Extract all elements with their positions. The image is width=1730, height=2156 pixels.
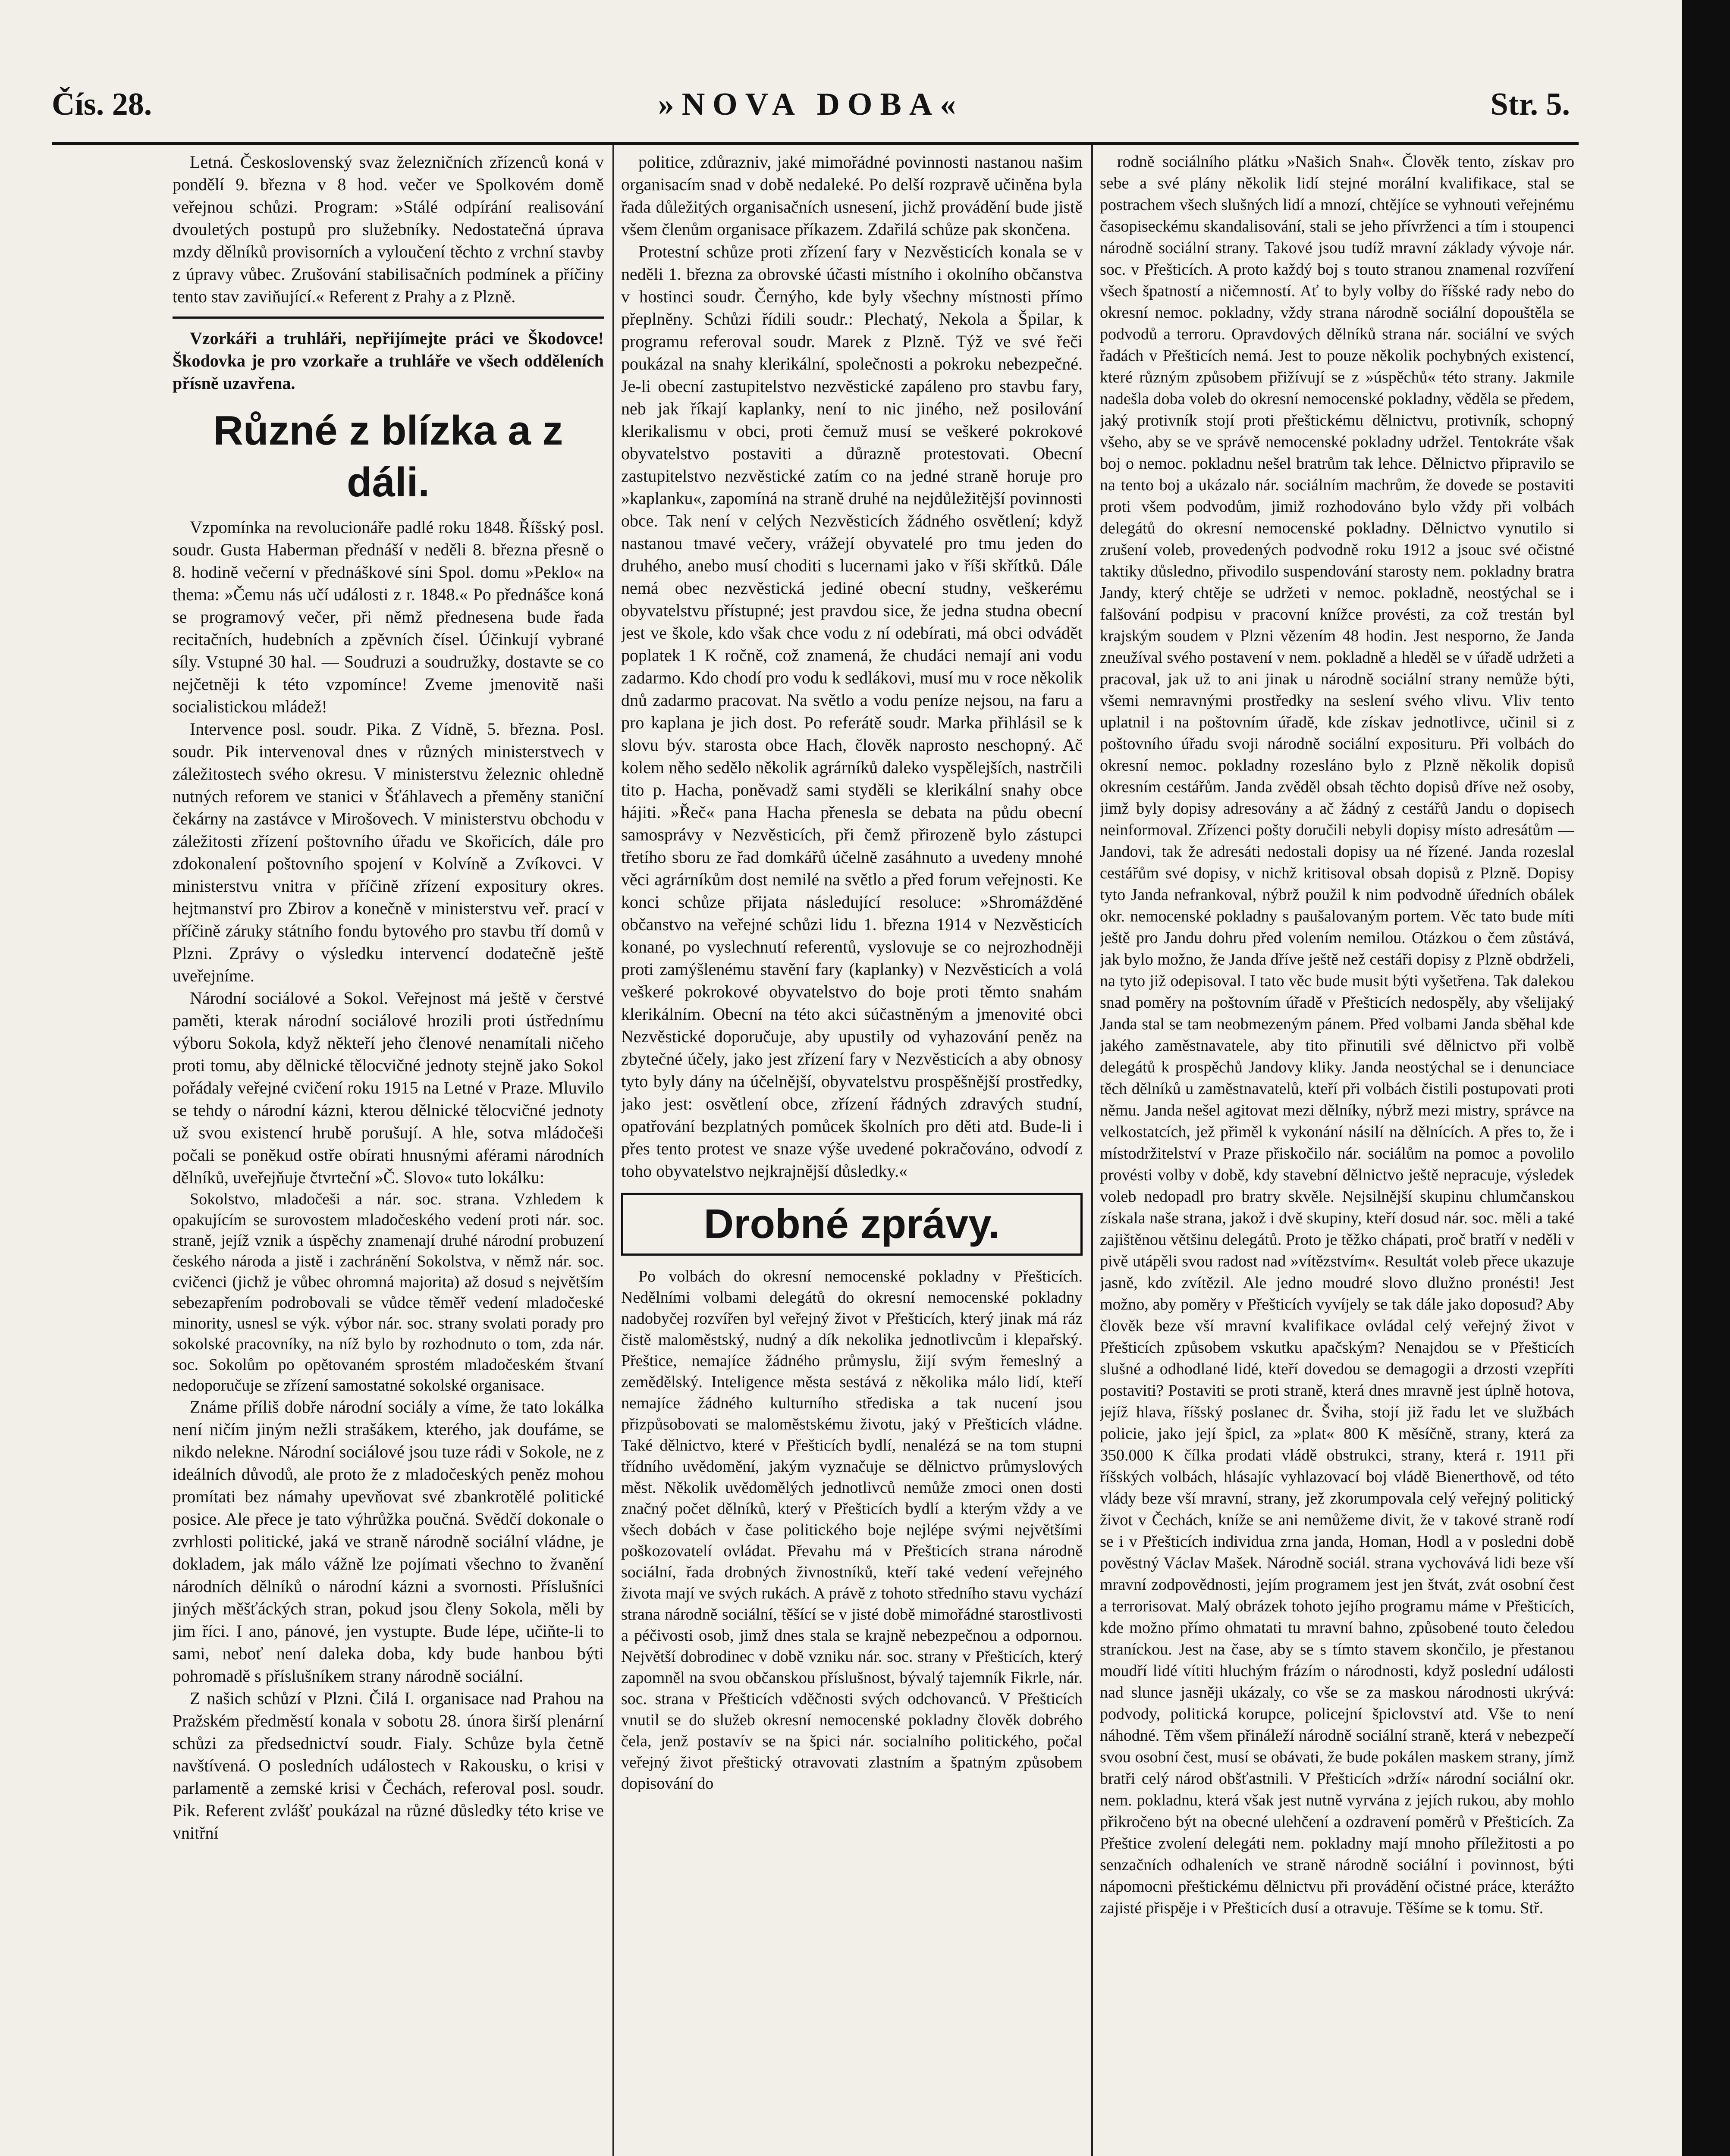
article-po-volbach: Po volbách do okresní nemocenské pokladny v Přešticích. Nedělními volbami delegátů do okresní nemocenské pokladny nadobyčej rozvířen byl veřejný život v Přešticích, který jinak má ráz čistě maloměstský, nudný a dík nekolika jednotlivcům i klepařský. Přeštice, nemajíce žádného průmyslu, žijí svým řemeslný a zemědělský. Inteligence města sestává z několika málo lidí, kteří nemajíce žádného kulturního střediska a tak nucení jsou přizpůsobovati se maloměstskému životu, jaký v Přešticích vládne. Také dělnictvo, které v Přešticích bydlí, nenalézá se na tom stupni třídního uvědomění, jakým vyznačuje se dělnictvo průmyslových měst. Několik uvědomělých jednotlivců nemůže zmoci onen dosti značný počet dělníků, který v Přešticích bydlí a kterým vždy a ve všech dobách v čase politického boje nejlépe svými největšími poškozovatelí ovládat. Převahu má v Přešticích strana národně sociální, řada drobných živnostníků, kteří také vedení veřejného života mají ve svých rukách. A právě z tohoto středního stavu vychází strana národně sociální, těšící se v jisté době mimořádné starostlivosti a péčivosti osob, jimž dnes stala se krajně nebezpečnou a odpornou. Největší dobrodinec v době vzniku nár. soc. strany v Přešticích, který zapomněl na svou občanskou příslušnost, bývalý tajemník Fikrle, nár. soc. strana v Přešticích vděčnosti svých odchovanců. V Přešticích vnutil se do služeb okresní nemocenské pokladny člověk dobrého čela, jenž postavív se na špici nár. socialního politického, počal veřejný život přeštický otravovati zlastním a špatným způsobem dopisování do [621,1267,1083,1792]
scan-edge [1682,0,1730,2156]
section-title-drobne: Drobné zprávy. [621,1193,1083,1256]
article-zname: Známe příliš dobře národní sociály a víme, že tato lokálka není ničím jiným nežli strašákem, kterého, jak doufáme, se nikdo nelekne. Národní sociálové jsou tuze rádi v Sokole, ne z ideálních důvodů, ale proto že z mladočeských peněz mohou promítati bez námahy upevňovat své zbankrotělé politické posice. Ale přece je tato výhrůžka poučná. Svědčí dokonale o zvrhlosti politické, jaká ve straně národně sociální vládne, je dokladem, jak málo vážně lze pojímati všechno to žvanění národních dělníků o národní kázni a svornosti. Příslušníci jiných měšťáckých stran, pokud jsou členy Sokola, měli by jim říci. I ano, pánové, jen vystupte. Bude lépe, učiňte-li to sami, neboť není daleka doba, kdy bude hanbou býti pohromadě s příslušníkem strany národně sociální. [173,1397,604,1686]
article-quote-sokolstvo: Sokolstvo, mladočeši a nár. soc. strana. Vzhledem k opakujícím se surovostem mladočeského vedení proti nár. soc. straně, jejíž vznik a úspěchy znamenají druhé národní probuzení českého národa a jistě i zachránění Sokolstva, v němž nár. soc. cvičenci (jichž je vůbec ohromná majorita) až dosud s největším sebezapřením podrobovali se vůdce těměř vedení mladočeské minority, usnesl se výk. výbor nár. soc. strany svolati porady pro sokolské pracovníky, na níž bylo by rozhodnuto o tom, zda nár. soc. Sokolům po opětovaném sprostém mladočeském štvaní nedoporučuje se zřízení samostatné sokolské organisace. [173,1190,604,1395]
article-continuation: politice, zdůrazniv, jaké mimořádné povinnosti nastanou našim organisacím snad v době nedaleké. Po delší rozpravě učiněna byla řada důležitých organisačních usnesení, jichž provádění bude jistě všem členům organisace příkazem. Zdařilá schůze pak skončena. [621,152,1083,239]
header-rule [52,142,1579,145]
article-intervence: Intervence posl. soudr. Pika. Z Vídně, 5. března. Posl. soudr. Pik intervenoval dnes v různých ministerstvech v záležitostech svého okresu. V ministerstvu železnic ohledně nutných reforem ve stanici v Šťáhlavech a přeměny staniční čekárny na zastávce v Mirošovech. V ministerstvu obchodu v záležitosti zřízení poštovního úřadu ve Skořicích, dále pro zdokonalení poštovního spojení v Kolvíně a Zvíkovci. V ministerstvu vnitra v příčině zřízení expositury okres. hejtmanství pro Zbirov a konečně v ministerstvu veř. prací v příčině záruky státního fondu bytového pro stavbu tří domů v Plzni. Zprávy o výsledku intervencí dodatečně ještě uveřejníme. [173,719,604,985]
article-vzorkari: Vzorkáři a truhláři, nepřijímejte práci ve Škodovce! Škodovka je pro vzorkaře a truhláře ve všech odděleních přísně uzavřena. [173,329,604,393]
article-prestice-continuation: rodně sociálního plátku »Našich Snah«. Člověk tento, získav pro sebe a své plány několik lidí stejné morální kvalifikace, stal se postrachem všech slušných lidí a mnozí, chtějíce se vyhnouti veřejnému časopiseckému skandalisování, stali se jeho přívrženci a tím i stoupenci národně sociální strany. Takové jsou tudíž mravní základy vývoje nár. soc. v Přešticích. A proto každý boj s touto stranou znamenal rozvíření všech špatností a ničemností. Ať to byly volby do říšské rady nebo do okresní nemoc. pokladny, vždy strana národně sociální dopouštěla se podvodů a terroru. Opravdových dělníků strana nár. sociální ve svých řadách v Přešticích nemá. Jest to pouze několik pochybných existencí, které různým způsobem přižívují se z »úspěchů« této strany. Jakmile nadešla doba voleb do okresní nemocenské pokladny, věděla se předem, jaký protivník stojí proti přeštickému dělnictvu, protivník, schopný všeho, aby se ve správě nemocenské pokladny udržel. Tentokráte však boj o nemoc. pokladnu nešel bratrům tak lehce. Dělnictvo připravilo se na tento boj a ukázalo nár. sociálním machrům, že dovede se postaviti proti všem podvodům, jimiž rozhodováno bylo vždy při volbách delegátů do okresní nemocenské pokladny. Dělnictvo vynutilo si zrušení voleb, provedených podvodně roku 1912 a jsouc své očistné taktiky důsledno, přivodilo suspendování starosty nem. pokladny bratra Jandy, který chtěje se udržeti v nemoc. pokladně, neostýchal se i falšování podpisu v pracovní knížce provésti, za což trestán byl krajským soudem v Plzni vězením 48 hodin. Jest nesporno, že Janda zneužíval svého postavení v nem. pokladně a hleděl se v úřadě udržeti a pracoval, jak už to ani jinak u národně sociální strany nemůže býti, všemi nemravnými prostředky na seslení svého vlivu. Vliv tento uplatnil i na poštovním úřadě, kde získav jednotlivce, učinil si z poštovního úřadu svoji národně sociální exposituru. Při volbách do okresní nemoc. pokladny rozesláno bylo z Plzně několik dopisů okresním cestářům. Janda zvěděl obsah těchto dopisů dříve než osoby, jimž byly dopisy adresovány a ač žádný z cestářů Jandu o dopisech neinformoval. Zřízenci pošty doručili nebyli dopisy místo adresátům — Jandovi, tak že adresáti nedostali dopisy ua né řízené. Janda rozeslal cestářům své dopisy, v nichž kritisoval obsah dopisů z Plzně. Dopisy tyto Janda nefrankoval, nýbrž použil k nim podvodně úředních obálek okr. nemocenské pokladny s paušalovaným portem. Věc tato bude míti ještě pro Jandu dohru před volením nemilou. Otázkou o čem zůstává, jak bylo možno, že Janda dříve ještě než cestáři dopisy z Plzně obdrželi, na tyto již odepisoval. I tato věc bude musit býti vyšetřena. Tak dalekou snad poměry na poštovním úřadě v Přešticích nedospěly, aby všelijaký Janda stal se tam neobmezeným pánem. Před volbami Janda sběhal kde jakého zaměstnavatele, aby tito přinutili své dělnictvo při volbě delegátů k prospěchů Jandovy kliky. Janda neostýchal se i denunciace těch dělníků u zaměstnavatelů, kteří při volbách čistili postupovati proti němu. Janda nešel agitovat mezi dělníky, nýbrž mezi mistry, správce na velkostatcích, jež přiměl k vykonání násilí na dělnících. A přes to, že i místodržitelství v Praze přiskočilo nár. sociálům na pomoc a povolilo provésti volby v době, kdy stavební dělnictvo ještě nepracuje, výsledek voleb nedopadl pro bratry skvěle. Nejsilnější skupinu chlumčanskou získala naše strana, jakož i dvě skupiny, kteří dosud nár. soc. měli a také zajištěnou většinu delegátů. Proto je těžko chápati, proč bratří v neděli v pivě utápěli svou radost nad »vítězstvím«. Resultát voleb přece ukazuje jasně, kdo zvítězil. Ale jedno moudré slovo dlužno pronésti! Jest možno, aby poměry v Přešticích vyvíjely se tak dále jako doposud? Aby člověk beze vší mravní kvalifikace ovládal celý veřejný život v Přešticích způsobem vskutku apačským? Nenajdou se v Přešticích slušné a odhodlané lidé, kteří dovedou se demagogii a drzosti vzepříti postaviti? Postaviti se proti straně, která dnes mravně jest úplně hotova, jejíž hlava, říšský poslanec dr. Šviha, stojí již řadu let ve službách policie, jako její špicl, za »plat« 800 K měsíčně, strany, která za 350.000 K čílka prodati vládě obstrukci, strany, která r. 1911 při říšských volbách, hlásajíc vyhlazovací boj vládě Bienerthově, od této vlády beze vší mravní, strany, jež zkorumpovala celý veřejný politický život v Čechách, kníže se ani nemůžeme divit, že v takové straně rodí se i v Přešticích individua zrna janda, Homan, Hodl a v posledni době pověstný Václav Mašek. Národně sociál. strana vychovává lidi beze vší mravní zodpovědnosti, jejím programem jest jen štvát, zvát osobní čest a terrorisovat. Malý obrázek tohoto jejího programu máme v Přešticích, kde možno přímo ohmatati tu mravní bahno, způsobené touto čeledou straníckou. Jest na čase, aby se s tímto stavem skončilo, je přestanou moudří lidé vítiti hluchým frázím o národnosti, když poslední události nad slunce jasněji ukázaly, co vše se za maskou národnosti ukrývá: podvody, politická korupce, policejní špiclovství atd. Vše to není náhodné. Těm všem přináleží národně sociální straně, která v nebezpečí svou osobní čest, musí se obávati, že bude pokálen maskem strany, jímž bratři celý národ obšťastnili. V Přešticích »drží« národní sociální okr. nem. pokladnu, která však jest nutně vyrvána z jejích rukou, aby mohlo přikročeno být na obecné ulehčení a ozdravení poměrů v Přešticích. Za Přeštice zvolení delegáti nem. pokladny mají mnoho příležitosti a po senzačních odhaleních ve straně národně sociální i povinnost, býti nápomocni přeštickému dělnictvu při provádění očistné práce, kterážto zajisté přispěje i v Přešticích dusí a otravuje. Těšíme se k tomu. Stř. [1100,153,1574,1917]
column-3 [1100,151,1574,2156]
masthead-title: »NOVA DOBA« [658,87,964,122]
article-vzpominka: Vzpomínka na revolucionáře padlé roku 1848. Říšský posl. soudr. Gusta Haberman přednáší v neděli 8. března přesně o 8. hodině večerní v přednáškové síni Spol. domu »Peklo« na thema: »Čemu nás učí události z r. 1848.« Po přednášce koná se programový večer, při němž přednesena bude řada recitačních, hudebních a zpěvních čísel. Účinkují vybrané síly. Vstupné 30 hal. — Soudruzi a soudružky, dostavte se co nejčetněji k této vzpomínce! Zveme jmenovitě naši socialistickou mládež! [173,517,604,716]
column-1 [173,151,604,2156]
article-protestni-schuze: Protestní schůze proti zřízení fary v Nezvěsticích konala se v neděli 1. března za obrovské účasti místního i okolního občanstva v hostinci soudr. Černýho, kde byly všechny místnosti přímo přeplněny. Schůzi řídili soudr.: Plechatý, Nekola a Špilar, k programu referoval soudr. Marek z Plzně. Týž ve své řeči poukázal na snahy klerikální, společnosti a pokroku nebezpečné. Je-li obecní zastupitelstvo nezvěstické zapáleno pro stavbu fary, neb jak říkají kaplanky, není to nic jiného, než posilování klerikalismu v obci, proti čemuž musí se veškeré pokrokové obyvatelstvo postaviti a důrazně protestovati. Obecní zastupitelstvo nezvěstické zatím co na jedné straně horuje pro »kaplanku«, zapomíná na straně druhé na nejdůležitější povinnosti obce. Tak není v celých Nezvěsticích žádného osvětlení; když nastanou tmavé večery, vrážejí obyvatelé pro tmu jeden do druhého, anebo musí choditi s lucernami jako v říši skřítků. Dále nemá obec nezvěstická jediné obecní studny, veškerému obyvatelstvu přístupné; jest pravdou sice, že jedna studna obecní jest ve škole, kdo však chce vodu z ní odebírati, má obci odvádět poplatek 1 K ročně, což znamená, že chudáci nemají ani vodu zadarmo. Kdo chodí pro vodu k sedlákovi, musí mu v roce několik dnů zadarmo pracovat. Na světlo a vodu peníze nejsou, na faru a pro kaplana je jich dost. Po referátě soudr. Marka přihlásil se k slovu býv. starosta obce Hach, člověk naprosto neschopný. Ač kolem něho sedělo několik agrárníků daleko vyspělejších, nastrčili tito p. Hacha, poněvadž sami styděli se klerikální snahy obce hájiti. »Řeč« pana Hacha přenesla se debata na půdu obecní samosprávy v Nezvěsticích, při čemž přirozeně bylo zástupci třetího sboru ze řad domkářů účelně zasáhnuto a uvedeny mnohé věci agrárníkům dost nemilé na světlo a před forum veřejnosti. Ke konci schůze přijata následující resoluce: »Shromážděné občanstvo na veřejné schůzi lidu 1. března 1914 v Nezvěsticích konané, po vyslechnutí referentů, vyslovuje se co nejrozhodněji proti zamýšlenému stavění fary (kaplanky) v Nezvěsticích a volá veškeré pokrokové obyvatelstvo do boje proti těmto snahám klerikálním. Obecní na této akci súčastněným a jmenovité obci Nezvěstické doporučuje, aby upustily od vyhazování peněz na zbytečné účely, jako jest zřízení fary v Nezvěsticích a aby obnosy tyto byly dány na účelnější, obyvatelstvu prospěšnější prostředky, jako jest: osvětlení obce, zřízení řádných zdravých studní, opatřování bezplatných pomůcek školních pro děti atd. Bude-li i přes tento protest ve snaze výše uvedené pokračováno, odvodí z toho obyvatelstvo nejkrajnější důsledky.« [621,242,1083,1181]
column-separator-1 [612,145,614,2156]
article-narodni-socialove: Národní sociálové a Sokol. Veřejnost má ještě v čerstvé paměti, kterak národní sociálové hrozili proti ústřednímu výboru Sokola, když někteří jeho členové nenamítali ničeho proti tomu, aby dělnické tělocvičné jednoty stejně jako Sokol pořádaly veřejné cvičení roku 1915 na Letné v Praze. Mluvilo se tehdy o národní kázni, kterou dělnické tělocvičné jednoty už svou existencí hrubě porušují. A hle, sotva mládočeši počali se poněkud ostře obírati hnusnými aférami národních dělníků, uveřejňuje čtvrteční »Č. Slovo« tuto lokálku: [173,988,604,1187]
divider [173,317,604,319]
column-2 [621,151,1083,2156]
section-title-ruzne: Různé z blízka a z dáli. [213,407,563,505]
page-number: Str. 5. [1490,87,1570,122]
article-letna: Letná. Československý svaz železničních zřízenců koná v pondělí 9. března v 8 hod. večer ve Spolkovém domě veřejnou schůzi. Program: »Stálé odpírání realisování dvouletých postupů pro služebníky. Nedostatečná úprava mzdy dělníků provisorních a vyloučení těchto z vrchní stavby z úpravy vůbec. Zrušování stabilisačních podmínek a příčiny tento stav zaviňující.« Referent z Prahy a z Plzně. [173,152,604,306]
article-schuze-plzen: Z našich schůzí v Plzni. Čilá I. organisace nad Prahou na Pražském předměstí konala v sobotu 28. února širší plenární schůzi za předsednictví soudr. Fialy. Schůze byla četně navštívená. O posledních událostech v Rakousku, o krisi v parlamentě a zemské krisi v Čechách, referoval posl. soudr. Pik. Referent zvlášť poukázal na různé důsledky této krise ve vnitřní [173,1689,604,1843]
page-header [52,73,1570,129]
issue-number: Čís. 28. [52,87,152,122]
column-separator-2 [1091,145,1093,2156]
